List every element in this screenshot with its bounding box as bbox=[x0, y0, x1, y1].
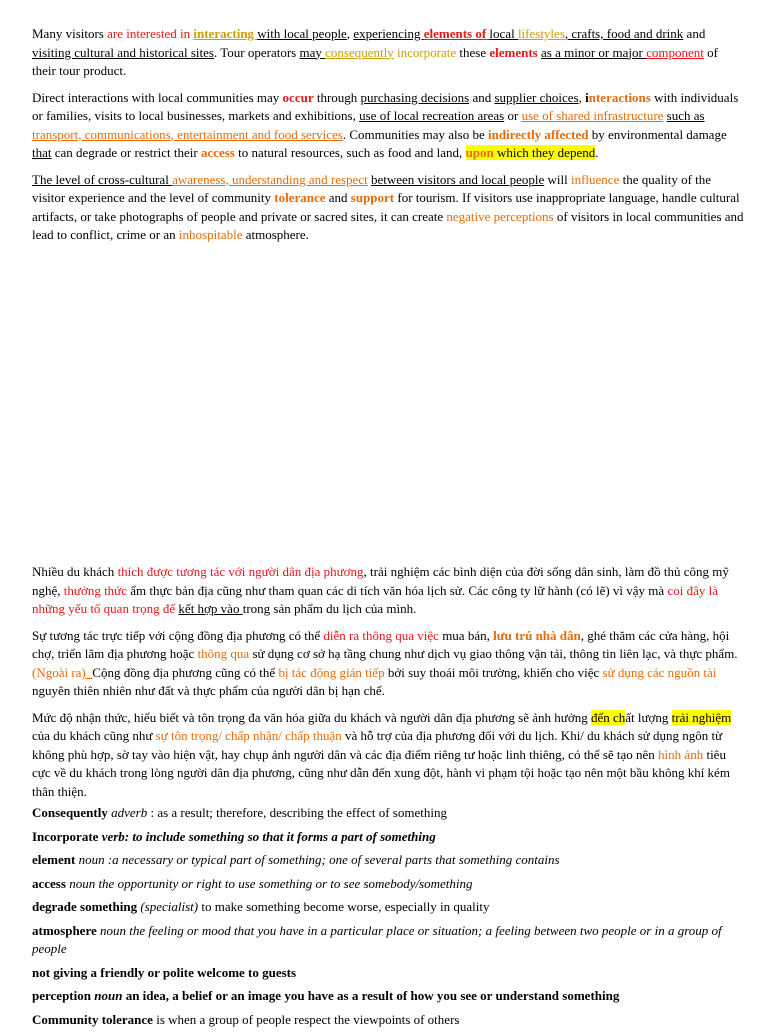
text-run: use of shared infrastructure bbox=[521, 108, 664, 123]
text-run: . bbox=[595, 145, 599, 160]
text-run: và hỗ trợ của địa phương đối với du lịch. Khi/ du khách sử dụng ngôn từ không phù hợp, sờ tay vào hiện vật, hay chụp ảnh người dân và các địa điểm riêng tư hoặc linh thiêng, có thể sẽ tạo nên bbox=[32, 728, 723, 762]
text-run: hình ảnh bbox=[658, 746, 704, 762]
text-run: for tourism. If visitors use inappropriate language, handle cultural artifacts, or take photographs of people and private or sacred sites, it can create bbox=[32, 190, 740, 224]
vietnamese-section bbox=[32, 563, 744, 809]
text-run: or bbox=[504, 108, 522, 123]
text-run: ất lượng bbox=[625, 709, 672, 725]
text-run: coi đây là những yếu tố quan trọng để bbox=[32, 582, 718, 616]
text-run: interacting bbox=[193, 26, 258, 41]
text-run: component bbox=[646, 44, 704, 60]
text-run: _ bbox=[85, 664, 93, 680]
glossary-entry-consequently bbox=[32, 804, 744, 823]
text-run: of visitors in local communities and lead to conflict, crime or an bbox=[32, 208, 744, 242]
text-run: kết hợp vào bbox=[178, 601, 243, 616]
vietnamese-paragraph-3 bbox=[32, 709, 744, 802]
text-run: awareness, understanding and respect bbox=[172, 171, 368, 187]
glossary-entry-element bbox=[32, 851, 744, 870]
text-run: these bbox=[456, 44, 490, 60]
text-run: Incorporate bbox=[32, 828, 99, 844]
glossary-entry-degrade bbox=[32, 898, 744, 917]
text-run: local bbox=[489, 26, 518, 41]
text-run: element bbox=[32, 852, 76, 867]
text-run: incorporate bbox=[393, 44, 457, 60]
text-run: mua bán, bbox=[438, 627, 494, 643]
text-run: not giving a friendly or polite welcome to guests bbox=[32, 964, 297, 980]
text-run: Consequently bbox=[32, 805, 108, 820]
text-run: will bbox=[544, 171, 571, 187]
text-run: and bbox=[683, 26, 706, 41]
text-run: influence bbox=[570, 171, 620, 187]
text-run: are interested in bbox=[107, 26, 194, 41]
text-run: verb: to include something so that it forms a part of something bbox=[101, 828, 436, 844]
text-run: trải nghiệm bbox=[671, 709, 732, 725]
text-run: experiencing bbox=[353, 26, 424, 41]
text-run: through bbox=[313, 89, 361, 105]
text-run: to make something become worse, especially in quality bbox=[198, 899, 490, 914]
text-run: is when a group of people respect the viewpoints of others bbox=[152, 1011, 460, 1027]
text-run: noun :a necessary or typical part of something; one of several parts that something contains bbox=[78, 852, 560, 867]
text-run: tolerance bbox=[274, 190, 326, 205]
text-run: i bbox=[585, 89, 589, 105]
text-run: thích được tương tác với người dân địa phương bbox=[117, 564, 364, 579]
text-run: Sự tương tác trực tiếp với cộng đồng địa phương có thể bbox=[32, 627, 324, 643]
text-run: degrade something bbox=[32, 899, 138, 914]
text-run: nteractions bbox=[588, 89, 651, 105]
text-run: negative perceptions bbox=[446, 208, 554, 224]
text-run: noun bbox=[94, 988, 123, 1003]
text-run: such as bbox=[666, 108, 705, 123]
text-run: Many visitors bbox=[32, 26, 108, 41]
text-run: , trải nghiệm các bình diện của đời sống dân sinh, làm đồ thủ công mỹ nghệ, bbox=[32, 564, 729, 598]
text-run: noun the feeling or mood that you have in a particular place or situation; a feeling between two people or in a group of people bbox=[32, 922, 722, 956]
glossary-entry-access bbox=[32, 875, 744, 894]
text-run: Direct interactions with local communities may bbox=[32, 89, 283, 105]
text-run: , crafts, food and drink bbox=[564, 26, 684, 41]
text-run: . Communities may also be bbox=[342, 126, 488, 142]
text-run: . Tour operators bbox=[213, 44, 300, 60]
text-run: Nhiều du khách bbox=[32, 564, 118, 579]
text-run: : as a result; therefore, describing the effect of something bbox=[147, 805, 447, 820]
text-run: Cộng đồng địa phương cũng có thể bbox=[92, 664, 279, 680]
text-run: (specialist) bbox=[140, 899, 199, 914]
text-run: atmosphere bbox=[32, 922, 97, 938]
glossary-section bbox=[32, 804, 744, 1034]
text-run: sử dụng các nguồn tài bbox=[602, 664, 717, 680]
text-run: diễn ra thông qua việc bbox=[323, 627, 439, 643]
text-run: occur bbox=[282, 89, 314, 105]
text-run: , bbox=[346, 26, 354, 41]
english-paragraph-1 bbox=[32, 25, 744, 81]
english-paragraph-3 bbox=[32, 171, 744, 245]
text-run: đến ch bbox=[590, 709, 626, 725]
english-paragraph-2 bbox=[32, 89, 744, 163]
text-run: bị tác động gián tiếp bbox=[278, 664, 385, 680]
text-run: visiting cultural and historical sites bbox=[32, 44, 214, 60]
text-run: adverb bbox=[111, 805, 148, 820]
text-run: transport, communications, entertainment and food services bbox=[32, 126, 343, 142]
text-run: an idea, a belief or an image you have as a result of how you see or understand something bbox=[122, 988, 620, 1003]
text-run: (Ngoài ra) bbox=[32, 664, 86, 680]
text-run: lưu trú nhà dân bbox=[493, 627, 581, 643]
text-run: elements bbox=[489, 44, 538, 60]
text-run: can degrade or restrict their bbox=[51, 145, 201, 160]
text-run: tiêu cực về du khách trong lòng người dân địa phương, cũng như dẫn đến xung đột, hành vi phạm tội hoặc tạo nên một bầu không khí kém thân thiện. bbox=[32, 746, 730, 799]
text-run: inhospitable bbox=[178, 227, 243, 242]
text-run: trong sản phẩm du lịch của mình. bbox=[242, 601, 417, 616]
text-run: upon bbox=[465, 145, 494, 160]
text-run: nguyên thiên nhiên như đất và thực phẩm của người dân bị hạn chế. bbox=[32, 683, 385, 698]
text-run: access bbox=[200, 145, 235, 160]
vietnamese-paragraph-1 bbox=[32, 563, 744, 619]
vietnamese-paragraph-2 bbox=[32, 627, 744, 701]
text-run: the quality of the visitor experience and the level of community bbox=[32, 171, 712, 205]
text-run: with individuals or families, visits to local businesses, markets and exhibitions, bbox=[32, 89, 739, 123]
text-run: , ghé thăm các cửa hàng, hội chợ, triển lãm địa phương hoặc bbox=[32, 627, 730, 661]
text-run: của du khách cũng như bbox=[32, 728, 156, 743]
glossary-entry-atmosphere bbox=[32, 922, 744, 959]
text-run: support bbox=[350, 190, 395, 205]
text-run: which they depend bbox=[493, 145, 596, 160]
text-run: , bbox=[578, 89, 586, 105]
text-run: use of local recreation areas bbox=[359, 108, 505, 123]
text-run: elements of bbox=[423, 26, 490, 41]
text-run: of their tour product. bbox=[32, 44, 718, 78]
text-run: The level of cross-cultural bbox=[32, 171, 173, 187]
glossary-entry-incorporate bbox=[32, 828, 744, 847]
text-run: bởi suy thoái môi trường, khiến cho việc bbox=[384, 664, 603, 680]
text-run: and bbox=[469, 89, 495, 105]
text-run: noun the opportunity or right to use something or to see somebody/something bbox=[69, 875, 473, 891]
text-run: with local people bbox=[257, 26, 347, 41]
text-run: sử dụng cơ sở hạ tầng chung như dịch vụ giao thông vận tải, thông tin liên lạc, và thực phẩm. bbox=[249, 646, 738, 661]
text-run: lifestyles bbox=[517, 26, 565, 41]
text-run: that bbox=[32, 145, 52, 160]
english-section bbox=[32, 25, 744, 253]
text-run: thưởng thức bbox=[63, 582, 127, 598]
glossary-entry-community-tolerance bbox=[32, 1011, 744, 1030]
text-run: between visitors and local people bbox=[370, 171, 545, 187]
text-run: atmosphere. bbox=[242, 227, 309, 242]
text-run: consequently bbox=[325, 44, 394, 60]
text-run: Mức độ nhận thức, hiểu biết và tôn trọng đa văn hóa giữa du khách và người dân địa phương sẽ ảnh hưởng bbox=[32, 709, 591, 725]
text-run: Community tolerance bbox=[32, 1011, 153, 1027]
text-run: sự tôn trọng/ chấp nhận/ chấp thuận bbox=[155, 728, 342, 743]
text-run: by environmental damage bbox=[588, 126, 727, 142]
text-run: access bbox=[32, 875, 66, 891]
text-run: purchasing decisions bbox=[360, 89, 470, 105]
text-run: supplier choices bbox=[494, 89, 579, 105]
text-run: and bbox=[325, 190, 351, 205]
glossary-entry-perception bbox=[32, 987, 744, 1006]
text-run: as a minor or major bbox=[541, 44, 647, 60]
text-run: perception bbox=[32, 988, 91, 1003]
text-run: thông qua bbox=[197, 646, 250, 661]
text-run: ẩm thực bản địa cũng như tham quan các di tích văn hóa lịch sử. Các công ty lữ hành (có lẽ) vì vậy mà bbox=[127, 582, 668, 598]
glossary-entry-inhospitable bbox=[32, 964, 744, 983]
text-run: to natural resources, such as food and land, bbox=[234, 145, 466, 160]
text-run: may bbox=[299, 44, 326, 60]
text-run: indirectly affected bbox=[487, 126, 589, 142]
